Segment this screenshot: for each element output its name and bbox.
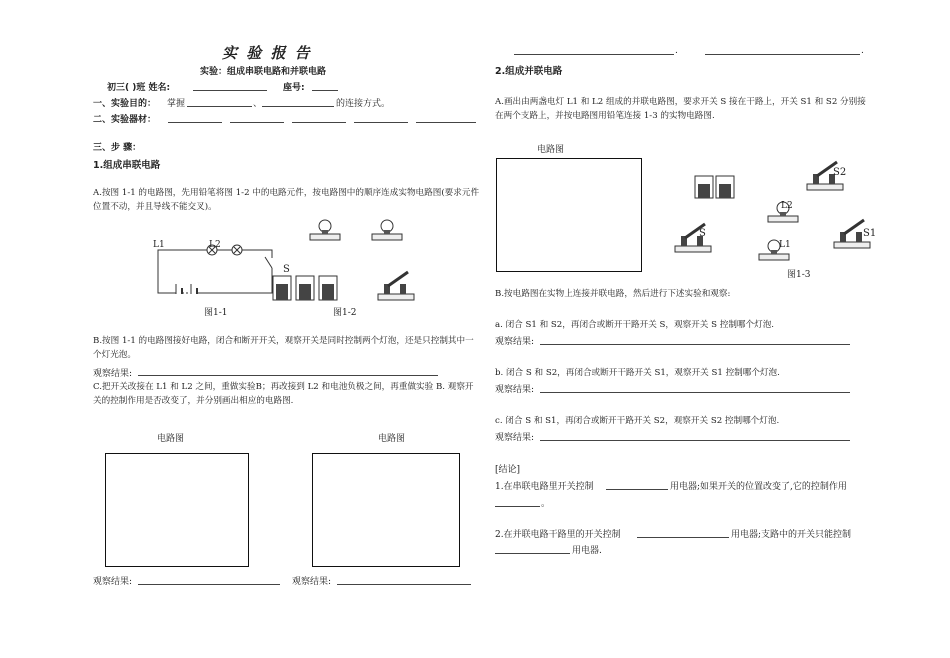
label-S-parallel: S	[699, 228, 706, 239]
class-name-label: 初三( )班 姓名:	[107, 83, 171, 93]
purpose-blank-2[interactable]	[262, 106, 334, 107]
purpose-text-b: 、	[253, 99, 263, 109]
equip-blank-5[interactable]	[416, 122, 476, 123]
conclusion-blank-3[interactable]	[637, 537, 729, 538]
conclusion-1c: 。	[541, 499, 551, 509]
experiment-subtitle: 实验：组成串联电路和并联电路	[200, 67, 327, 77]
conclusion-1b: 用电器;如果开关的位置改变了,它的控制作用	[670, 482, 847, 492]
equip-blank-1[interactable]	[168, 122, 222, 123]
fig1-1-caption: 图1-1	[204, 308, 228, 318]
observe-blank-c[interactable]	[540, 440, 850, 441]
observe-blank-b2[interactable]	[540, 392, 850, 393]
name-blank[interactable]	[193, 90, 267, 91]
drawing-box-2[interactable]	[312, 453, 460, 567]
fig1-2-caption: 图1-2	[333, 308, 357, 318]
label-S2: S2	[833, 167, 847, 178]
conclusion-blank-2[interactable]	[495, 506, 540, 507]
fig1-3-caption: 图1-3	[787, 270, 811, 280]
seat-label: 座号:	[283, 83, 305, 93]
purpose-blank-1[interactable]	[187, 106, 252, 107]
observe-bottom-blank-2[interactable]	[337, 584, 471, 585]
equip-blank-3[interactable]	[292, 122, 346, 123]
diagram-label-2: 电路图	[378, 434, 406, 444]
equip-blank-2[interactable]	[230, 122, 284, 123]
series-step-c: C.把开关改接在 L1 和 L2 之间，重做实验B；再改接到 L2 和电池负极之间，再重做实验 B. 观察开关的控制作用是否改变了，并分别画出相应的电路图.	[93, 382, 474, 406]
observe-label-b: 观察结果:	[93, 369, 133, 379]
parallel-diagram-label: 电路图	[537, 145, 565, 155]
bulb-component-2	[370, 218, 406, 244]
top-blank-1[interactable]	[514, 54, 674, 55]
switch-S-component	[673, 222, 715, 254]
purpose-label: 一、实验目的：	[93, 99, 157, 109]
conclusion-2b: 用电器;支路中的开关只能控制	[731, 530, 852, 540]
top-blank-2[interactable]	[705, 54, 860, 55]
observe-label-b2: 观察结果:	[495, 385, 535, 395]
observe-label-c: 观察结果:	[495, 433, 535, 443]
conclusion-title: [结论]	[495, 465, 521, 475]
diagram-label-1: 电路图	[157, 434, 185, 444]
seat-blank[interactable]	[312, 90, 338, 91]
parallel-step-a: A.画出由两盏电灯 L1 和 L2 组成的并联电路图，要求开关 S 接在干路上，开关 S1 和 S2 分别接在两个支路上，并按电路图用铅笔连接 1-3 的实物电路图.	[495, 97, 866, 121]
observe-blank-b[interactable]	[138, 375, 438, 376]
observe-blank-a[interactable]	[540, 344, 850, 345]
conclusion-blank-4[interactable]	[495, 553, 570, 554]
series-step-b: B.按图 1-1 的电路图接好电路，闭合和断开开关，观察开关是同时控制两个灯泡，还是只控制其中一个灯光泡。	[93, 336, 474, 360]
drawing-box-1[interactable]	[105, 453, 249, 567]
conclusion-2a: 2.在并联电路干路里的开关控制	[495, 530, 621, 540]
purpose-text-c: 的连接方式。	[336, 99, 391, 109]
label-S1: S1	[863, 228, 877, 239]
label-S: S	[283, 264, 290, 275]
parallel-drawing-box[interactable]	[496, 158, 642, 272]
conclusion-1a: 1.在串联电路里开关控制	[495, 482, 594, 492]
question-a: a. 闭合 S1 和 S2，再闭合或断开干路开关 S，观察开关 S 控制哪个灯泡.	[495, 320, 775, 330]
bulb-component-1	[308, 218, 344, 244]
question-b: b. 闭合 S 和 S2，再闭合或断开干路开关 S1，观察开关 S1 控制哪个灯泡.	[495, 368, 780, 378]
observe-bottom-label-1: 观察结果:	[93, 577, 133, 587]
question-c: c. 闭合 S 和 S1，再闭合或断开干路开关 S2，观察开关 S2 控制哪个灯泡.	[495, 416, 780, 426]
report-title: 实 验 报 告	[222, 44, 312, 62]
label-L2-parallel: L2	[781, 201, 793, 211]
parallel-subheading: 2.组成并联电路	[495, 66, 563, 77]
series-step-a: A.按图 1-1 的电路图，先用铅笔将图 1-2 中的电路元件，按电路图中的顺序连成实物电路图(要求元件位置不动，并且导线不能交叉)。	[93, 188, 480, 212]
battery-pack-component	[272, 272, 342, 302]
observe-bottom-blank-1[interactable]	[138, 584, 280, 585]
steps-label: 三、步 骤：	[93, 143, 142, 153]
purpose-text-a: 掌握	[167, 99, 186, 109]
switch-component	[376, 270, 418, 302]
conclusion-blank-1[interactable]	[606, 489, 668, 490]
observe-bottom-label-2: 观察结果:	[292, 577, 332, 587]
label-L1-parallel: L1	[779, 240, 791, 250]
equip-blank-4[interactable]	[354, 122, 408, 123]
label-L1: L1	[153, 240, 165, 250]
observe-label-a: 观察结果:	[495, 337, 535, 347]
conclusion-2c: 用电器.	[572, 546, 602, 556]
parallel-step-b: B.按电路图在实物上连接并联电路，然后进行下述实验和观察:	[495, 289, 731, 299]
label-L2: L2	[209, 240, 221, 250]
equipment-label: 二、实验器材：	[93, 115, 157, 125]
series-subheading: 1.组成串联电路	[93, 160, 161, 171]
battery-pack-component-2	[694, 174, 736, 200]
